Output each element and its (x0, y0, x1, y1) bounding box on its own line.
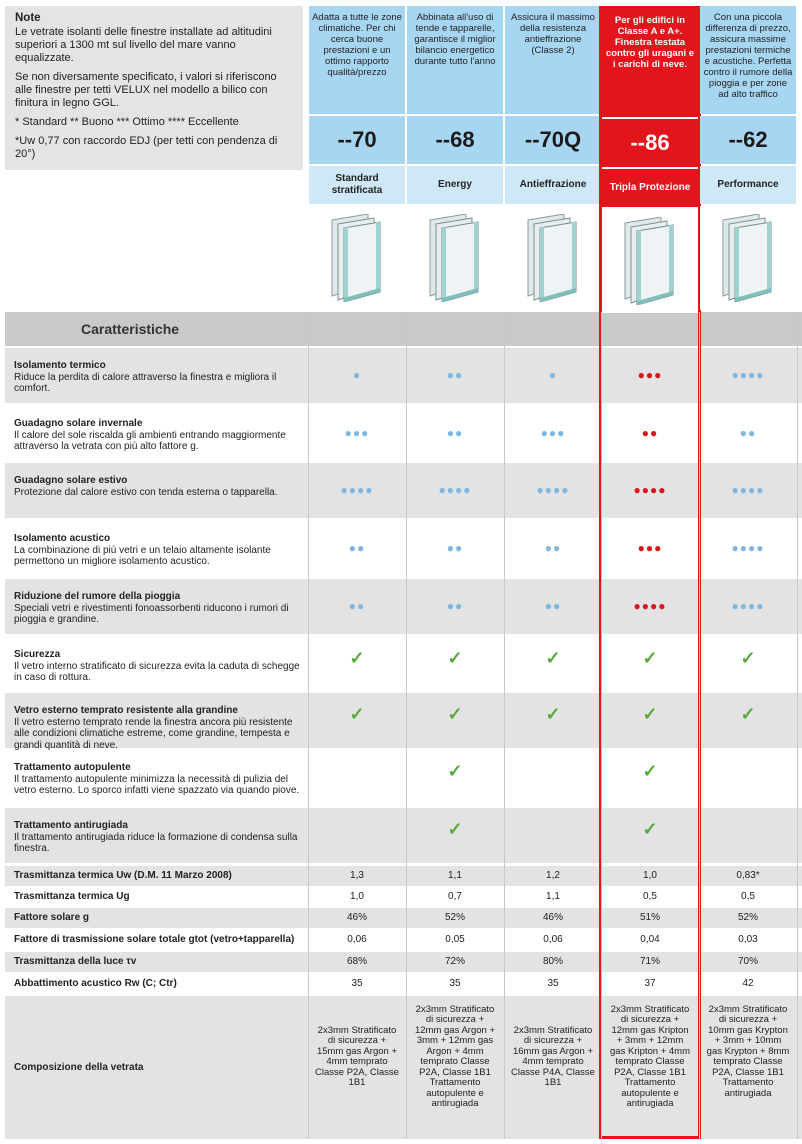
feature-description: Protezione dal calore estivo con tenda esterna o tapparella. (14, 486, 278, 498)
note-model: Se non diversamente specificato, i valori si riferiscono alle finestre per tetti VELUX nel modello a bilico con finitura in legno GGL. (15, 71, 277, 109)
check-icon: ✓ (545, 648, 561, 668)
spec-value: 46% (346, 912, 367, 923)
feature-description: Speciali vetri e rivestimenti fonoassorbenti riducono i rumori di pioggia e grandine. (14, 602, 289, 625)
rating-dots: ●●● (344, 426, 370, 440)
spec-value: 71% (639, 956, 660, 967)
product-column (599, 6, 701, 1139)
glass-pane-image (700, 206, 796, 310)
product-code: --86 (602, 119, 698, 167)
product-description: Assicura il massimo della resistenza antieffrazione (Classe 2) (505, 6, 601, 114)
note-legend: * Standard ** Buono *** Ottimo **** Eccellente (15, 116, 239, 128)
feature-description: Il trattamento autopulente minimizza la necessità di pulizia del vetro esterno. Lo sporco infatti viene spazzato via quando piove. (14, 773, 300, 796)
note-altitude: Le vetrate isolanti delle finestre installate ad altitudini superiori a 1300 mt sul livello del mare vanno equalizzate. (15, 26, 272, 64)
product-description: Abbinata all'uso di tende e tapparelle, garantisce il miglior bilancio energetico durante tutto l'anno (407, 6, 503, 114)
check-icon: ✓ (642, 648, 658, 668)
rating-dots: ●● (641, 426, 659, 440)
composition-label: Composizione della vetrata (14, 1062, 144, 1073)
rating-dots: ●● (348, 541, 366, 555)
product-name: Tripla Protezione (602, 169, 698, 207)
rating-dots: ●●● (637, 368, 663, 382)
rating-dots: ●●● (637, 541, 663, 555)
feature-title: Riduzione del rumore della pioggia (14, 591, 181, 602)
spec-label: Trasmittanza termica Uw (D.M. 11 Marzo 2008) (14, 870, 232, 881)
feature-description: Riduce la perdita di calore attraverso la finestra e migliora il comfort. (14, 371, 277, 394)
composition-value: 2x3mm Stratificato di sicurezza + 15mm gas Argon + 4mm temprato Classe P2A, Classe 1B1 (315, 1024, 399, 1088)
rating-dots: ●●●● (731, 599, 765, 613)
spec-value: 35 (547, 978, 559, 989)
feature-title: Trattamento antirugiada (14, 820, 128, 831)
feature-title: Isolamento termico (14, 360, 106, 371)
rating-dots: ● (548, 368, 558, 382)
spec-value: 42 (742, 978, 754, 989)
feature-description: Il vetro interno stratificato di sicurezza evita la caduta di schegge in caso di rottura. (14, 660, 300, 683)
check-icon: ✓ (349, 648, 365, 668)
product-description: Per gli edifici in Classe A e A+. Finestra testata contro gli uragani e i carichi di neve. (602, 9, 698, 117)
check-icon: ✓ (642, 761, 658, 781)
spec-value: 1,1 (546, 891, 560, 902)
check-icon: ✓ (447, 761, 463, 781)
product-column (700, 6, 796, 1139)
column-divider (406, 312, 407, 1139)
spec-value: 80% (542, 956, 563, 967)
spec-value: 0,5 (643, 891, 657, 902)
rating-dots: ●● (446, 541, 464, 555)
spec-value: 1,1 (448, 870, 462, 881)
spec-value: 37 (644, 978, 656, 989)
rating-dots: ●● (544, 599, 562, 613)
spec-value: 52% (737, 912, 758, 923)
spec-value: 0,05 (445, 934, 465, 945)
rating-dots: ●●●● (340, 483, 374, 497)
rating-dots: ●●●● (731, 483, 765, 497)
feature-label (14, 649, 304, 684)
check-icon: ✓ (740, 704, 756, 724)
product-name: Standard stratificata (309, 166, 405, 204)
feature-label (14, 705, 304, 751)
composition-value: 2x3mm Stratificato di sicurezza + 12mm gas Kripton + 3mm + 12mm gas Kripton + 4mm temprato Classe P2A, Classe 1B1 Trattamento autopulente e antirugiada (610, 1003, 690, 1109)
product-code: --68 (407, 116, 503, 164)
product-column (407, 6, 503, 1139)
rating-dots: ●●●● (633, 483, 667, 497)
product-code: --62 (700, 116, 796, 164)
spec-label: Trasmittanza della luce τv (14, 956, 137, 967)
glass-pane-image (505, 206, 601, 310)
spec-label: Trasmittanza termica Ug (14, 891, 130, 902)
rating-dots: ●●● (540, 426, 566, 440)
rating-dots: ●● (446, 368, 464, 382)
section-title: Caratteristiche (81, 321, 180, 337)
feature-title: Guadagno solare invernale (14, 418, 143, 429)
check-icon: ✓ (642, 704, 658, 724)
composition-value: 2x3mm Stratificato di sicurezza + 12mm gas Argon + 3mm + 12mm gas Argon + 4mm temprato Classe P2A, Classe 1B1 Trattamento autopulente e antirugiada (414, 1003, 495, 1109)
product-name: Energy (407, 166, 503, 204)
spec-value: 35 (449, 978, 461, 989)
rating-dots: ●●●● (731, 368, 765, 382)
note-uw: *Uw 0,77 con raccordo EDJ (per tetti con pendenza di 20°) (15, 135, 278, 160)
feature-title: Isolamento acustico (14, 533, 111, 544)
spec-value: 0,04 (640, 934, 660, 945)
product-column (505, 6, 601, 1139)
check-icon: ✓ (642, 819, 658, 839)
product-name: Antieffrazione (505, 166, 601, 204)
rating-dots: ●●●● (633, 599, 667, 613)
rating-dots: ●● (739, 426, 757, 440)
spec-value: 0,06 (543, 934, 563, 945)
spec-value: 72% (444, 956, 465, 967)
feature-label (14, 475, 304, 498)
glass-pane-image (602, 209, 698, 313)
spec-value: 0,83* (736, 870, 760, 881)
glass-pane-image (407, 206, 503, 310)
glass-pane-image (309, 206, 405, 310)
spec-value: 0,03 (738, 934, 758, 945)
spec-value: 1,0 (350, 891, 364, 902)
feature-description: La combinazione di più vetri e un telaio altamente isolante permettono un migliore isolamento acustico. (14, 544, 271, 567)
spec-value: 70% (737, 956, 758, 967)
feature-label (14, 533, 304, 568)
column-divider (699, 312, 700, 1139)
spec-label: Fattore solare g (14, 912, 90, 923)
check-icon: ✓ (447, 704, 463, 724)
column-divider (504, 312, 505, 1139)
check-icon: ✓ (740, 648, 756, 668)
feature-label (14, 418, 304, 453)
feature-title: Vetro esterno temprato resistente alla grandine (14, 705, 238, 716)
note-box (5, 6, 303, 170)
check-icon: ✓ (447, 819, 463, 839)
feature-title: Sicurezza (14, 649, 61, 660)
check-icon: ✓ (349, 704, 365, 724)
product-code: --70Q (505, 116, 601, 164)
spec-value: 35 (351, 978, 363, 989)
rating-dots: ●●●● (438, 483, 472, 497)
spec-value: 46% (542, 912, 563, 923)
check-icon: ✓ (545, 704, 561, 724)
feature-description: Il trattamento antirugiada riduce la formazione di condensa sulla finestra. (14, 831, 298, 854)
composition-value: 2x3mm Stratificato di sicurezza + 10mm gas Krypton + 3mm + 10mm gas Krypton + 8mm temprato Classe P2A, Classe 1B1 Trattamento antirugiada (706, 1003, 790, 1099)
composition-value: 2x3mm Stratificato di sicurezza + 16mm gas Argon + 4mm temprato Classe P4A, Classe 1B1 (511, 1024, 595, 1088)
column-divider (308, 312, 309, 1139)
rating-dots: ●● (446, 426, 464, 440)
product-code: --70 (309, 116, 405, 164)
rating-dots: ●● (348, 599, 366, 613)
feature-title: Guadagno solare estivo (14, 475, 128, 486)
note-title: Note (15, 12, 41, 24)
product-name: Performance (700, 166, 796, 204)
rating-dots: ● (352, 368, 362, 382)
feature-label (14, 360, 304, 395)
spec-value: 1,3 (350, 870, 364, 881)
feature-label (14, 591, 304, 626)
product-description: Adatta a tutte le zone climatiche. Per chi cerca buone prestazioni e un ottimo rapporto qualità/prezzo (309, 6, 405, 114)
column-divider (601, 312, 602, 1139)
rating-dots: ●● (446, 599, 464, 613)
spec-value: 0,06 (347, 934, 367, 945)
feature-description: Il calore del sole riscalda gli ambienti entrando maggiormente attraverso la vetrata con più alto fattore g. (14, 429, 286, 452)
product-column (309, 6, 405, 1139)
feature-label (14, 820, 304, 855)
spec-value: 0,7 (448, 891, 462, 902)
spec-value: 68% (346, 956, 367, 967)
check-icon: ✓ (447, 648, 463, 668)
spec-label: Abbattimento acustico Rw (C; Ctr) (14, 978, 177, 989)
spec-value: 1,2 (546, 870, 560, 881)
spec-label: Fattore di trasmissione solare totale gtot (vetro+tapparella) (14, 934, 295, 945)
spec-value: 1,0 (643, 870, 657, 881)
product-description: Con una piccola differenza di prezzo, assicura massime prestazioni termiche e acustiche. Perfetta contro il rumore della pioggia e per zone ad alto traffico (700, 6, 796, 114)
rating-dots: ●● (544, 541, 562, 555)
feature-title: Trattamento autopulente (14, 762, 131, 773)
spec-value: 0,5 (741, 891, 755, 902)
column-divider (797, 312, 798, 1139)
rating-dots: ●●●● (731, 541, 765, 555)
spec-value: 51% (639, 912, 660, 923)
rating-dots: ●●●● (536, 483, 570, 497)
feature-label (14, 762, 304, 797)
spec-value: 52% (444, 912, 465, 923)
feature-description: Il vetro esterno temprato rende la finestra ancora più resistente alle condizioni climatiche estreme, come grandine, tempesta e grandi quantità di neve. (14, 716, 293, 751)
